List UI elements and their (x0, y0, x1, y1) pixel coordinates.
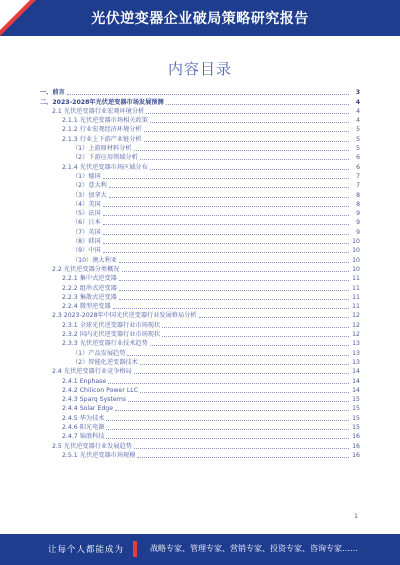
toc-entry-page: 12 (352, 312, 360, 320)
toc-entry-label: （4）美国 (72, 200, 101, 208)
toc-entry[interactable] (40, 116, 360, 125)
toc-entry-label: 2.4 光伏逆变器行业竞争格局 (52, 368, 132, 376)
toc-entry[interactable] (40, 125, 360, 134)
toc-leader-dots (199, 317, 349, 318)
toc-entry-label: 2.1.2 行业宏观经济环境分析 (62, 126, 142, 134)
toc-entry[interactable] (40, 386, 360, 395)
toc-entry[interactable] (40, 441, 360, 450)
toc-leader-dots (103, 215, 349, 216)
toc-entry-page: 13 (352, 349, 360, 357)
toc-leader-dots (108, 383, 349, 384)
toc-leader-dots (140, 159, 349, 160)
toc-entry[interactable] (40, 376, 360, 385)
toc-leader-dots (150, 122, 349, 123)
toc-leader-dots (119, 280, 349, 281)
toc-leader-dots (106, 420, 349, 421)
toc-leader-dots (127, 355, 349, 356)
toc-entry-page: 6 (356, 154, 360, 162)
toc-leader-dots (137, 457, 349, 458)
toc-leader-dots (150, 345, 349, 346)
toc-leader-dots (134, 448, 349, 449)
toc-entry[interactable] (40, 395, 360, 404)
toc-entry[interactable] (40, 423, 360, 432)
toc-entry-label: 2.1 光伏逆变器行业宏观环境分析 (52, 107, 145, 115)
toc-entry-page: 11 (352, 284, 360, 292)
toc-entry[interactable] (40, 413, 360, 422)
toc-entry-label: 2.2.1 集中式逆变器 (62, 275, 117, 283)
toc-entry-page: 4 (355, 98, 360, 106)
toc-entry-page: 12 (352, 321, 360, 329)
toc-entry-page: 13 (352, 358, 360, 366)
toc-entry-label: （6）日本 (72, 219, 101, 227)
toc-entry-label: （9）中国 (72, 247, 101, 255)
toc-entry[interactable] (40, 227, 360, 236)
toc-entry-label: 2.3 2023-2028年中国光伏逆变器行业发展格局分析 (52, 312, 197, 320)
toc-entry-page: 4 (356, 107, 360, 115)
toc-entry[interactable] (40, 209, 360, 218)
toc-entry-page: 15 (352, 423, 360, 431)
toc-entry-label: 2.2.4 微型逆变器 (62, 303, 111, 311)
toc-leader-dots (119, 290, 349, 291)
toc-entry[interactable] (40, 330, 360, 339)
toc-leader-dots (162, 336, 349, 337)
toc-entry[interactable] (40, 134, 360, 143)
toc-entry[interactable] (40, 293, 360, 302)
toc-entry-label: 2.4.3 Sparq Systems (62, 396, 126, 404)
toc-entry-page: 8 (356, 191, 360, 199)
toc-leader-dots (109, 187, 349, 188)
toc-leader-dots (122, 271, 350, 272)
toc-entry-label: 2.3.2 国内光伏逆变器行业市场现状 (62, 331, 161, 339)
toc-entry-label: （2）意大利 (72, 182, 107, 190)
page-number: 1 (354, 513, 358, 520)
table-of-contents (40, 88, 360, 460)
toc-entry-label: 2.2.3 集散式逆变器 (62, 293, 117, 301)
toc-entry-label: 2.5 光伏逆变器行业发展趋势 (52, 442, 132, 450)
toc-entry-label: （1）德国 (72, 172, 101, 180)
toc-entry[interactable] (40, 265, 360, 274)
toc-entry-label: （1）产品发展趋势 (72, 349, 126, 357)
toc-entry-page: 9 (356, 219, 360, 227)
toc-leader-dots (103, 206, 349, 207)
toc-entry-label: 一、前言 (40, 89, 65, 97)
toc-leader-dots (103, 252, 349, 253)
toc-leader-dots (144, 131, 349, 132)
toc-leader-dots (103, 178, 349, 179)
toc-leader-dots (106, 429, 349, 430)
toc-leader-dots (140, 364, 349, 365)
toc-leader-dots (144, 141, 349, 142)
toc-entry[interactable] (40, 200, 360, 209)
toc-entry-label: 2.4.6 阳光电源 (62, 423, 105, 431)
toc-entry[interactable] (40, 367, 360, 376)
toc-entry-page: 15 (352, 414, 360, 422)
toc-entry-page: 9 (356, 228, 360, 236)
toc-entry[interactable] (40, 274, 360, 283)
toc-entry-label: （8）韩国 (72, 238, 101, 246)
toc-entry-label: 2.1.3 行业上下游产业链分析 (62, 135, 142, 143)
toc-entry-label: （7）英国 (72, 228, 101, 236)
toc-leader-dots (166, 104, 349, 105)
toc-entry-page: 15 (352, 396, 360, 404)
toc-entry[interactable] (40, 237, 360, 246)
toc-entry-label: （3）加拿大 (72, 191, 107, 199)
toc-entry-page: 14 (352, 386, 360, 394)
toc-leader-dots (119, 299, 349, 300)
footer-red-divider (133, 541, 137, 557)
toc-entry-label: 2.4.2 Chilicon Power LLC (62, 386, 139, 394)
toc-entry-page: 7 (356, 182, 360, 190)
toc-entry[interactable] (40, 153, 360, 162)
toc-entry[interactable] (40, 283, 360, 292)
toc-entry-page: 16 (352, 433, 360, 441)
toc-entry[interactable] (40, 432, 360, 441)
toc-entry-page: 9 (356, 210, 360, 218)
toc-entry-page: 5 (356, 135, 360, 143)
toc-entry-page: 11 (352, 275, 360, 283)
toc-entry[interactable] (40, 181, 360, 190)
toc-entry-label: 2.4.1 Enphase (62, 377, 107, 385)
footer-bar (0, 534, 400, 565)
toc-leader-dots (134, 150, 349, 151)
toc-entry-page: 16 (352, 442, 360, 450)
footer-slogan-left: 让每个人都能成为 (48, 545, 125, 555)
toc-entry[interactable] (40, 339, 360, 348)
toc-entry[interactable] (40, 255, 360, 264)
toc-leader-dots (103, 234, 349, 235)
toc-entry-page: 6 (356, 163, 360, 171)
toc-entry-label: 2.2.2 组串式逆变器 (62, 284, 117, 292)
toc-entry-page: 8 (356, 200, 360, 208)
toc-entry-label: 2.1.1 光伏逆变器市场相关政策 (62, 117, 148, 125)
toc-entry[interactable] (40, 190, 360, 199)
toc-entry[interactable] (40, 451, 360, 460)
toc-entry-label: 2.3.1 全球光伏逆变器行业市场现状 (62, 321, 161, 329)
toc-entry-page: 3 (355, 89, 360, 97)
toc-entry-label: 二、2023-2028年光伏逆变器市场发展预测 (40, 98, 164, 106)
toc-leader-dots (162, 327, 349, 328)
toc-leader-dots (115, 410, 349, 411)
toc-entry-page: 14 (352, 368, 360, 376)
toc-title: 内容目录 (167, 60, 232, 78)
toc-entry[interactable] (40, 172, 360, 181)
toc-entry[interactable] (40, 348, 360, 357)
toc-entry-page: 10 (352, 238, 360, 246)
toc-leader-dots (67, 94, 349, 95)
toc-leader-dots (103, 224, 349, 225)
toc-entry[interactable] (40, 107, 360, 116)
toc-entry[interactable] (40, 218, 360, 227)
toc-entry[interactable] (40, 144, 360, 153)
toc-entry[interactable] (40, 358, 360, 367)
toc-entry-label: 2.2 光伏逆变器分类概况 (52, 265, 120, 273)
toc-entry-label: 2.4.5 华为技术 (62, 414, 105, 422)
toc-entry-page: 10 (352, 265, 360, 273)
toc-leader-dots (113, 308, 349, 309)
toc-entry-label: （5）法国 (72, 210, 101, 218)
toc-leader-dots (140, 392, 349, 393)
toc-entry-label: 2.3.3 光伏逆变器行业技术趋势 (62, 340, 148, 348)
toc-entry[interactable] (40, 302, 360, 311)
toc-entry-label: （2）智能化逆变器技术 (72, 358, 138, 366)
toc-entry-label: 2.4.7 锦浪科技 (62, 433, 105, 441)
toc-entry[interactable] (40, 88, 360, 97)
toc-entry-label: （1）上游原材料分析 (72, 145, 132, 153)
toc-entry[interactable] (40, 162, 360, 171)
toc-entry[interactable] (40, 311, 360, 320)
toc-leader-dots (119, 262, 349, 263)
toc-leader-dots (109, 197, 349, 198)
toc-entry[interactable] (40, 404, 360, 413)
toc-leader-dots (106, 438, 349, 439)
toc-entry-label: 2.5.1 光伏逆变器市场规模 (62, 451, 136, 459)
toc-leader-dots (146, 113, 349, 114)
toc-entry-page: 10 (352, 247, 360, 255)
footer-slogan-right: 战略专家、管理专家、营销专家、投资专家、咨询专家…… (150, 544, 358, 553)
toc-entry[interactable] (40, 246, 360, 255)
toc-entry-page: 15 (352, 405, 360, 413)
toc-leader-dots (128, 401, 349, 402)
toc-entry-page: 5 (356, 126, 360, 134)
toc-entry-page: 11 (352, 303, 360, 311)
toc-entry-page: 10 (352, 256, 360, 264)
toc-entry-label: （2）下游应用领域分析 (72, 154, 138, 162)
report-title: 光伏逆变器企业破局策略研究报告 (91, 11, 309, 27)
toc-leader-dots (103, 243, 349, 244)
toc-entry-page: 4 (356, 117, 360, 125)
toc-entry-page: 13 (352, 340, 360, 348)
toc-entry-page: 11 (352, 293, 360, 301)
toc-entry-page: 16 (352, 451, 360, 459)
toc-entry-label: 2.1.4 光伏逆变器市场区域分布 (62, 163, 148, 171)
toc-entry-label: （10）澳大利亚 (72, 256, 117, 264)
toc-entry-page: 5 (356, 145, 360, 153)
header-bar (0, 0, 400, 36)
toc-entry[interactable] (40, 320, 360, 329)
toc-entry-label: 2.4.4 Solar Edge (62, 405, 114, 413)
toc-entry-page: 12 (352, 331, 360, 339)
toc-leader-dots (150, 169, 349, 170)
toc-entry-page: 7 (356, 172, 360, 180)
toc-entry-page: 14 (352, 377, 360, 385)
toc-entry[interactable] (40, 97, 360, 106)
toc-leader-dots (134, 373, 349, 374)
